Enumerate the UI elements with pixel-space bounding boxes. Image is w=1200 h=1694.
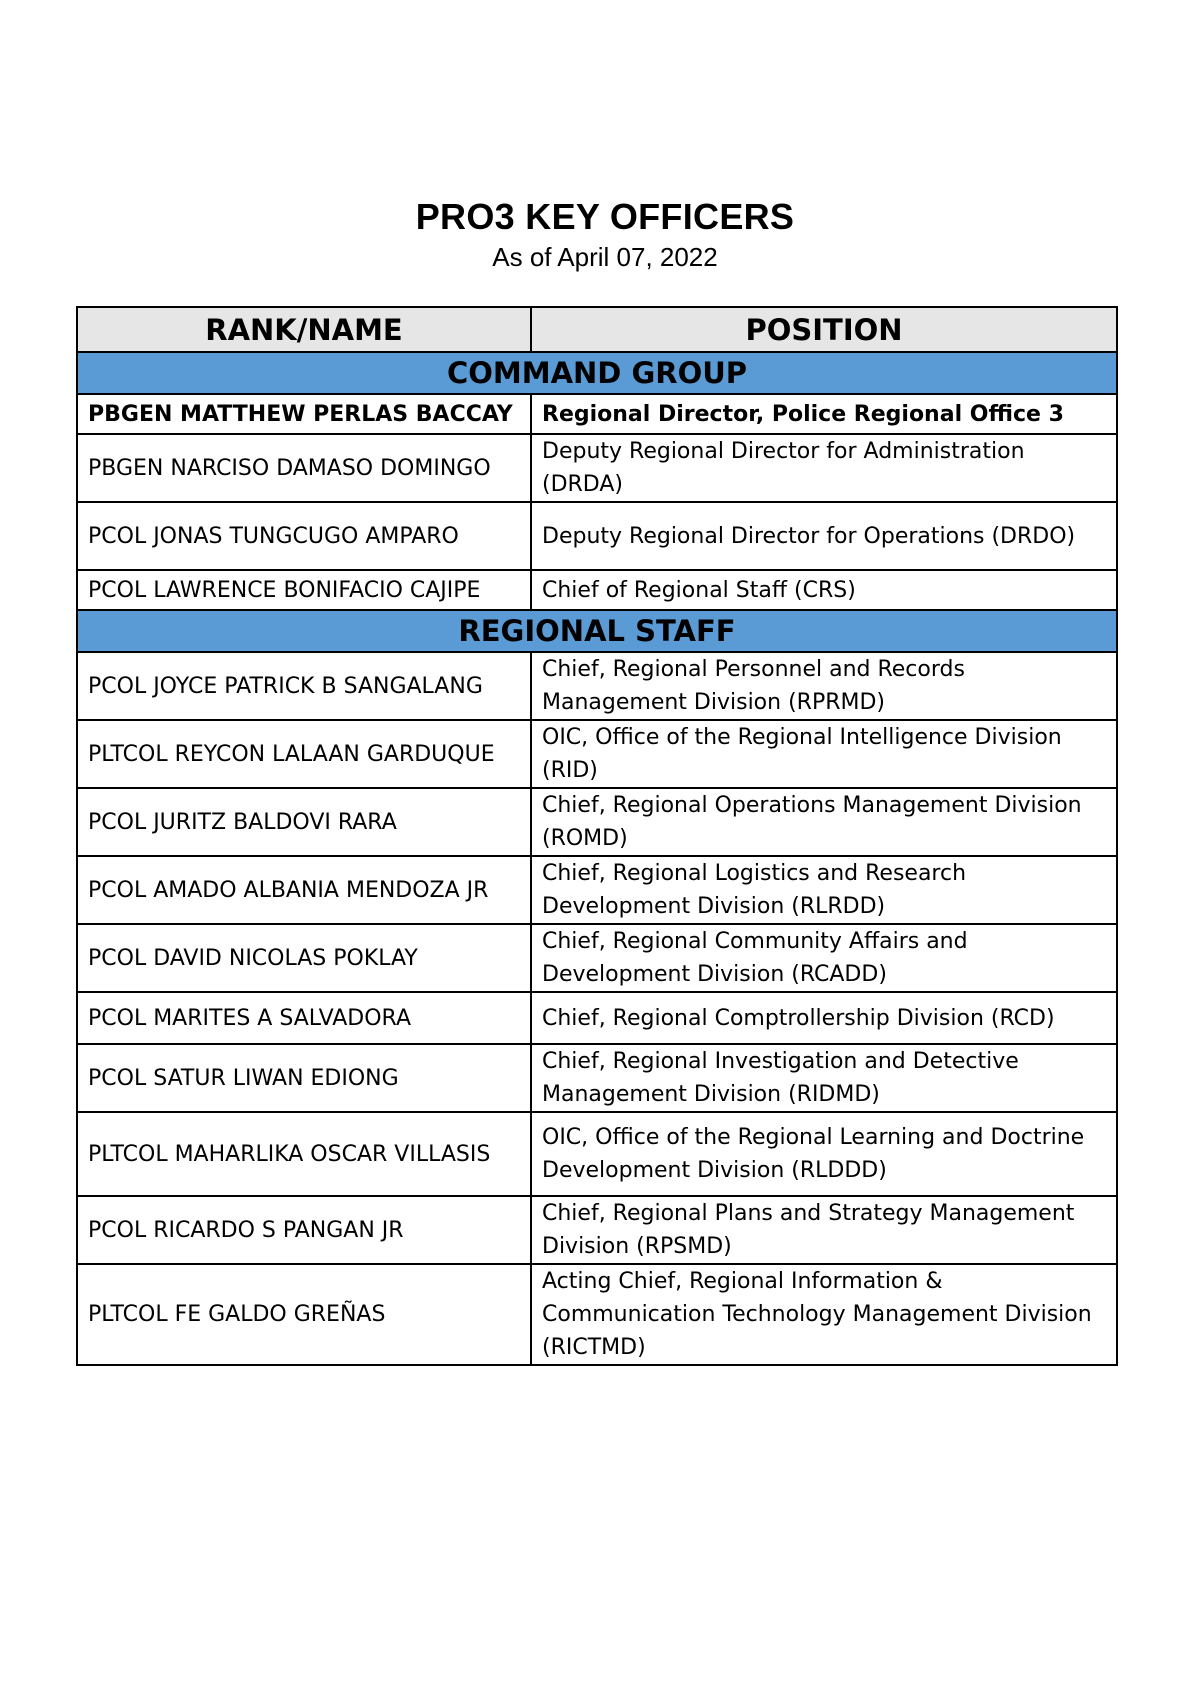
officer-position: Chief, Regional Logistics and Research Development Division (RLRDD) [531,856,1117,924]
officer-position: Chief, Regional Comptrollership Division (RCD) [531,992,1117,1044]
officer-name: PCOL JOYCE PATRICK B SANGALANG [77,652,531,720]
table-row [77,570,1117,610]
officer-position: Deputy Regional Director for Operations (DRDO) [531,502,1117,570]
officer-name: PCOL DAVID NICOLAS POKLAY [77,924,531,992]
table-row [77,924,1117,992]
officer-name: PCOL MARITES A SALVADORA [77,992,531,1044]
column-header-position: POSITION [531,307,1117,352]
key-officers-table [76,306,1118,1366]
page-title: PRO3 KEY OFFICERS [415,196,795,237]
table-row [77,720,1117,788]
officer-position: OIC, Office of the Regional Intelligence Division (RID) [531,720,1117,788]
table-row [77,856,1117,924]
group-label: COMMAND GROUP [77,352,1117,394]
officer-name: PCOL SATUR LIWAN EDIONG [77,1044,531,1112]
officer-position: Chief of Regional Staff (CRS) [531,570,1117,610]
officer-name: PCOL AMADO ALBANIA MENDOZA JR [77,856,531,924]
group-header-command-group [77,352,1117,394]
officer-position: Regional Director, Police Regional Office 3 [531,394,1117,434]
officer-position: Chief, Regional Community Affairs and Development Division (RCADD) [531,924,1117,992]
officer-position: Chief, Regional Investigation and Detective Management Division (RIDMD) [531,1044,1117,1112]
table-row [77,1112,1117,1196]
officer-name: PBGEN MATTHEW PERLAS BACCAY [77,394,531,434]
officer-name: PCOL LAWRENCE BONIFACIO CAJIPE [77,570,531,610]
table-row [77,434,1117,502]
officer-position: Chief, Regional Personnel and Records Management Division (RPRMD) [531,652,1117,720]
officer-position: Chief, Regional Plans and Strategy Management Division (RPSMD) [531,1196,1117,1264]
table-row [77,502,1117,570]
table-row [77,1196,1117,1264]
column-header-rank-name: RANK/NAME [77,307,531,352]
officer-position: Deputy Regional Director for Administration (DRDA) [531,434,1117,502]
table-row [77,992,1117,1044]
officer-name: PCOL RICARDO S PANGAN JR [77,1196,531,1264]
table-row [77,788,1117,856]
table-row [77,1264,1117,1365]
officer-name: PBGEN NARCISO DAMASO DOMINGO [77,434,531,502]
page-subtitle: As of April 07, 2022 [492,242,718,272]
officer-name: PLTCOL REYCON LALAAN GARDUQUE [77,720,531,788]
officer-position: Chief, Regional Operations Management Division (ROMD) [531,788,1117,856]
officer-position: Acting Chief, Regional Information & Communication Technology Management Division (RICTMD) [531,1264,1117,1365]
group-header-regional-staff [77,610,1117,652]
officer-name: PLTCOL FE GALDO GREÑAS [77,1264,531,1365]
table-row [77,652,1117,720]
officer-position: OIC, Office of the Regional Learning and Doctrine Development Division (RLDDD) [531,1112,1117,1196]
table-row [77,394,1117,434]
officer-name: PCOL JURITZ BALDOVI RARA [77,788,531,856]
table-row [77,1044,1117,1112]
officer-name: PCOL JONAS TUNGCUGO AMPARO [77,502,531,570]
group-label: REGIONAL STAFF [77,610,1117,652]
table-header-row [77,307,1117,352]
officer-name: PLTCOL MAHARLIKA OSCAR VILLASIS [77,1112,531,1196]
